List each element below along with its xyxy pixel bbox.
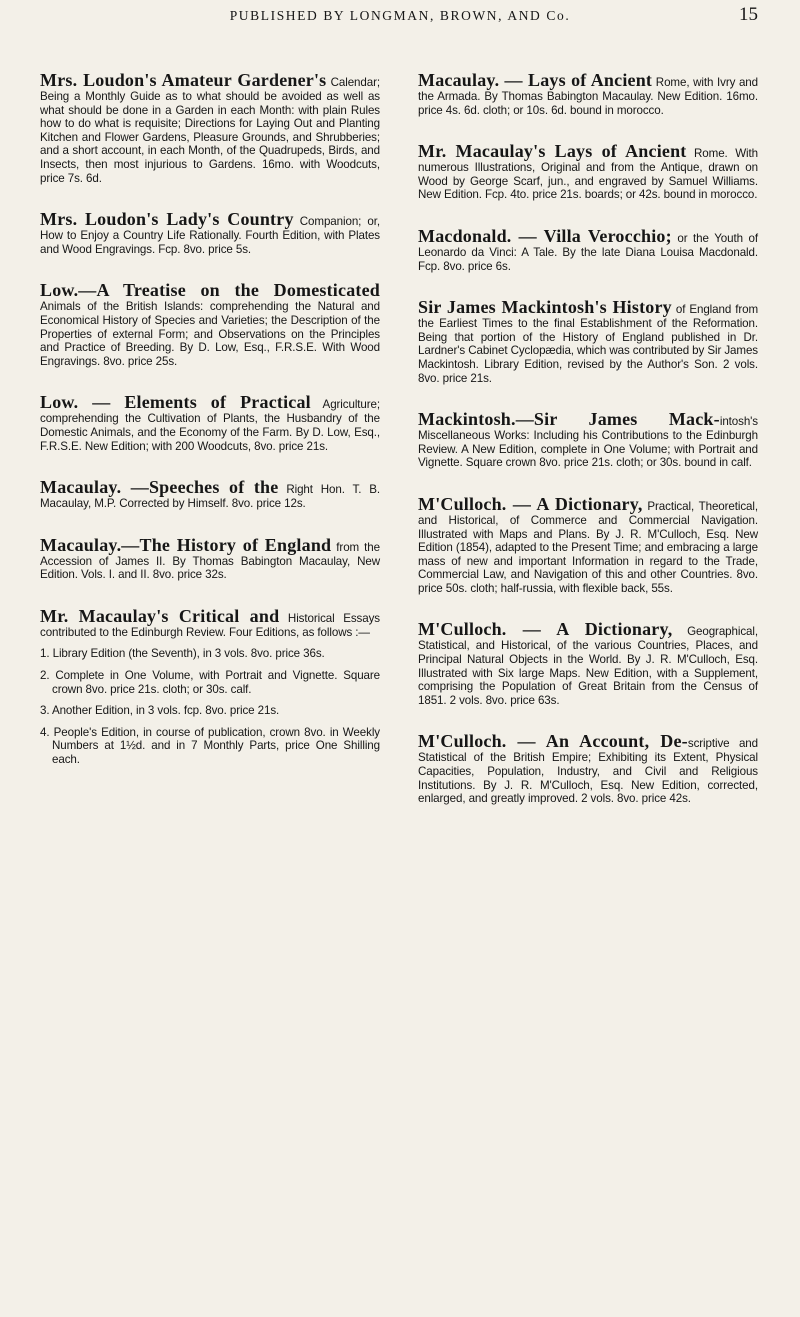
edition-item: 1. Library Edition (the Seventh), in 3 vols. 8vo. price 36s. [40, 647, 325, 661]
entry-text: Animals of the British Islands: comprehending the Natural and Economical History of Species and Varieties; the Description of the Properties of external Form; and Observations on the Principles and Practice of Breeding. By D. Low, Esq., F.R.S.E. With Wood Engravings. 8vo. price 25s. [40, 300, 380, 368]
left-column [40, 70, 380, 791]
entry-text: scriptive and Statistical of the British Empire; Exhibiting its Extent, Physical Capacities, Population, Industry, and Civil and Religious Institutions. By J. R. M'Culloch, Esq. New Edition, corrected, enlarged, and greatly improved. 2 vols. 8vo. price 42s. [418, 737, 758, 806]
edition-item: 3. Another Edition, in 3 vols. fcp. 8vo. price 21s. [40, 704, 280, 718]
entry-heading: M'Culloch. — A Dictionary, [418, 493, 643, 514]
entry-heading: Sir James Mackintosh's History [418, 297, 672, 318]
entry-text: Rome, with Ivry and the Armada. By Thomas Babington Macaulay. New Edition. 16mo. price 4s. 6d. cloth; or 10s. 6d. bound in morocco. [418, 76, 759, 117]
entry-heading: Low. — Elements of Practical [40, 392, 311, 413]
entry-heading: Mr. Macaulay's Critical and [40, 605, 280, 626]
entry-text: Right Hon. T. B. Macaulay, M.P. Corrected by Himself. 8vo. price 12s. [40, 483, 380, 511]
entry-text: of England from the Earliest Times to the final Establishment of the Reformation. Being that portion of the History of England published in Dr. Lardner's Cabinet Cyclopædia, which was contributed by Sir James Mackintosh. Library Edition, revised by the Author's Son. 2 vols. 8vo. price 21s. [418, 303, 759, 385]
entry-heading: Macdonald. — Villa Verocchio; [418, 225, 672, 246]
entry-heading: Mr. Macaulay's Lays of Ancient [418, 141, 687, 162]
entry-heading: Macaulay.—The History of England [40, 534, 332, 555]
catalog-entry [40, 209, 380, 256]
page-number: 15 [739, 4, 758, 25]
catalog-entry [40, 606, 380, 767]
entry-heading: M'Culloch. — An Account, De- [418, 731, 688, 752]
catalog-entry [418, 731, 758, 805]
catalog-entry [418, 619, 758, 707]
edition-item: 2. Complete in One Volume, with Portrait and Vignette. Square crown 8vo. price 21s. cloth; or 30s. calf. [40, 669, 380, 696]
edition-item: 4. People's Edition, in course of publication, crown 8vo. in Weekly Numbers at 1½d. and in 7 Monthly Parts, price One Shilling each. [40, 725, 380, 767]
entry-heading: Mackintosh.—Sir James Mack- [418, 409, 720, 430]
catalog-entry [40, 280, 380, 368]
entry-text: Practical, Theoretical, and Historical, of Commerce and Commercial Navigation. Illustrated with Maps and Plans. By J. R. M'Culloch, Esq. New Edition (1854), adapted to the Present Time; and embracing a large mass of new and important Information in regard to the Trade, Commercial Law, and Navigation of this and other Countries. 8vo. price 50s. cloth; half-russia, with flexible back, 55s. [418, 499, 758, 595]
page-header [0, 4, 800, 48]
entry-heading: Low.—A Treatise on the Domesticated [40, 280, 380, 301]
catalog-entry [418, 141, 758, 202]
entry-text: or the Youth of Leonardo da Vinci: A Tale. By the late Diana Louisa Macdonald. Fcp. 8vo. price 6s. [418, 231, 758, 273]
catalog-entry [40, 477, 380, 511]
entry-text: Companion; or, How to Enjoy a Country Life Rationally. Fourth Edition, with Plates and Wood Engravings. Fcp. 8vo. price 5s. [40, 215, 380, 256]
catalog-entry [418, 297, 758, 385]
entry-heading: Macaulay. — Lays of Ancient [418, 70, 653, 90]
entry-text: from the Accession of James II. By Thomas Babington Macaulay, New Edition. Vols. I. and II. 8vo. price 32s. [40, 540, 380, 582]
entry-heading: Mrs. Loudon's Amateur Gardener's [40, 70, 327, 90]
entry-text: Geographical, Statistical, and Historical, of the various Countries, Places, and Principal Natural Objects in the World. By J. R. M'Culloch, Esq. Illustrated with Six large Maps. New Edition, with a Supplement, comprising the Population of Great Britain from the Census of 1851. 2 vols. 8vo. price 63s. [418, 625, 758, 707]
entry-text: Rome. With numerous Illustrations, Original and from the Antique, drawn on Wood by George Scarf, jun., and engraved by Samuel Williams. New Edition. Fcp. 4to. price 21s. boards; or 42s. bound in morocco. [418, 147, 758, 202]
catalog-entry [40, 535, 380, 582]
entry-heading: Macaulay. —Speeches of the [40, 477, 279, 498]
entry-text: intosh's Miscellaneous Works: Including his Contributions to the Edinburgh Review. A New Edition, complete in One Volume; with Portrait and Vignette. Square crown 8vo. price 21s. cloth; or 30s. bound in calf. [418, 415, 758, 470]
entry-text: Agriculture; comprehending the Cultivation of Plants, the Husbandry of the Domestic Animals, and the Economy of the Farm. By D. Low, Esq., F.R.S.E. New Edition; with 200 Woodcuts, 8vo. price 21s. [40, 398, 380, 453]
right-column [418, 70, 758, 830]
catalog-entry [418, 494, 758, 596]
entry-text: Historical Essays contributed to the Edinburgh Review. Four Editions, as follows :— [40, 611, 381, 639]
catalog-entry [40, 392, 380, 453]
publisher-line: PUBLISHED BY LONGMAN, BROWN, AND Co. [229, 8, 571, 23]
entry-heading: M'Culloch. — A Dictionary, [418, 619, 673, 640]
catalog-entry [418, 226, 758, 273]
catalog-entry [418, 409, 758, 470]
catalog-entry [40, 70, 380, 185]
catalog-entry [418, 70, 758, 117]
entry-text: Calendar; Being a Monthly Guide as to what should be avoided as well as what should be done in a Garden in each Month: with plain Rules how to do what is requisite; Directions for Laying Out and Planting Kitchen and Flower Gardens, Pleasure Grounds, and Shrubberies; and a short account, in each Month, of the Quadrupeds, Birds, and Insects, then most injurious to Gardens. 16mo. with Woodcuts, price 7s. 6d. [40, 76, 380, 185]
entry-heading: Mrs. Loudon's Lady's Country [40, 209, 294, 230]
